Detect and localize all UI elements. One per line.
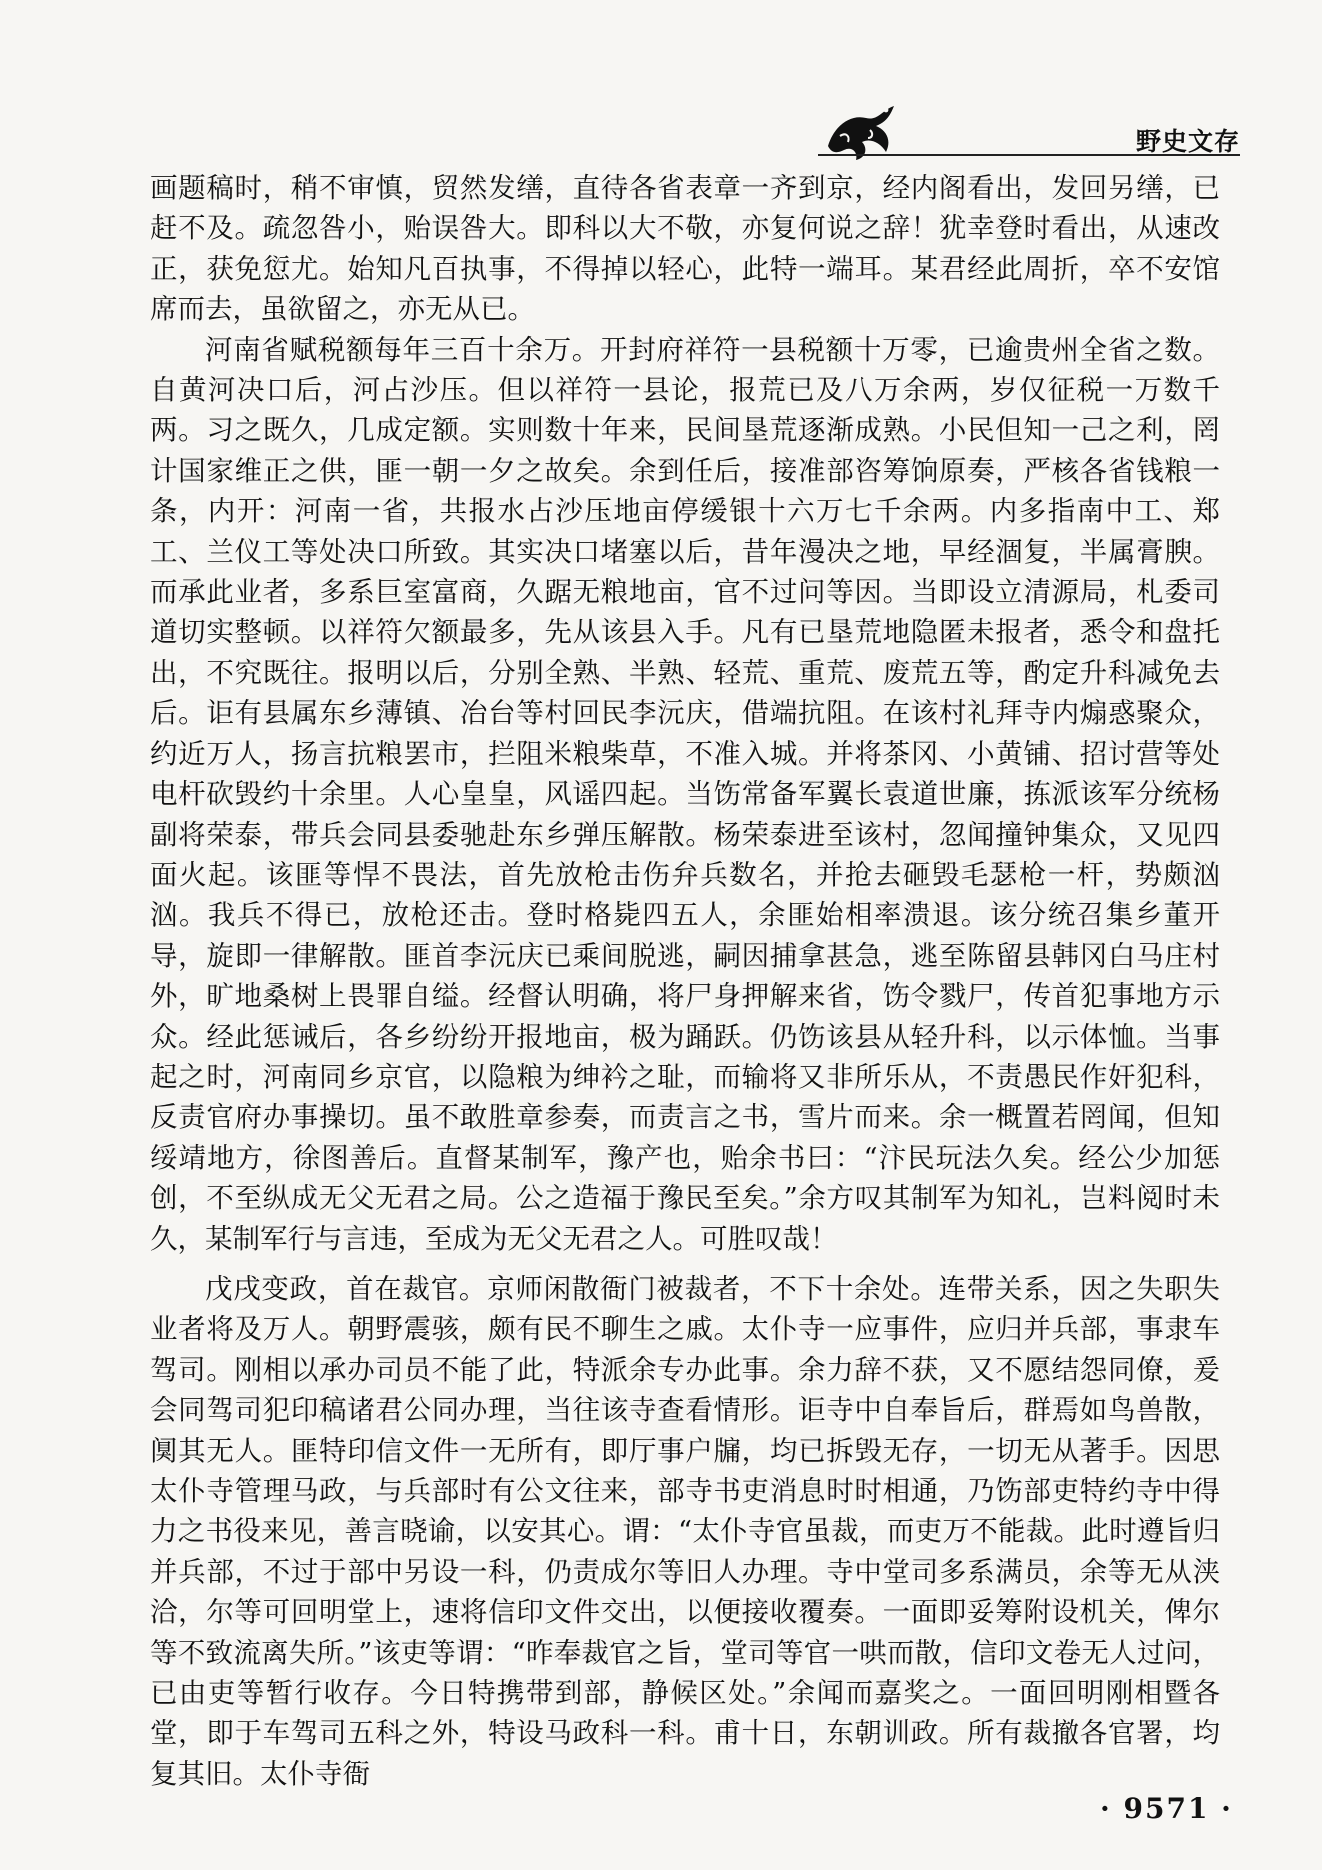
- paragraph: 画题稿时，稍不审慎，贸然发缮，直待各省表章一齐到京，经内阁看出，发回另缮，已赶不及。疏忽咎小，贻误咎大。即科以大不敬，亦复何说之辞！犹幸登时看出，从速改正，获免愆尤。始知凡百执事，不得掉以轻心，此特一端耳。某君经此周折，卒不安馆席而去，虽欲留之，亦无从已。: [150, 172, 1220, 326]
- header-rule: [818, 154, 1240, 156]
- page-number: · 9571 ·: [1100, 1792, 1233, 1825]
- article-body: [150, 168, 1220, 1794]
- paragraph: 河南省赋税额每年三百十余万。开封府祥符一县税额十万零，已逾贵州全省之数。自黄河决口后，河占沙压。但以祥符一县论，报荒已及八万余两，岁仅征税一万数千两。习之既久，几成定额。实则数十年来，民间垦荒逐渐成熟。小民但知一己之利，罔计国家维正之供，匪一朝一夕之故矣。余到任后，接准部咨筹饷原奏，严核各省钱粮一条，内开：河南一省，共报水占沙压地亩停缓银十六万七千余两。内多指南中工、郑工、兰仪工等处决口所致。其实决口堵塞以后，昔年漫决之地，早经涸复，半属膏腴。而承此业者，多系巨室富商，久踞无粮地亩，官不过问等因。当即设立清源局，札委司道切实整顿。以祥符欠额最多，先从该县入手。凡有已垦荒地隐匿未报者，悉令和盘托出，不究既往。报明以后，分别全熟、半熟、轻荒、重荒、废荒五等，酌定升科减免去后。讵有县属东乡薄镇、冶台等村回民李沅庆，借端抗阻。在该村礼拜寺内煽惑聚众，约近万人，扬言抗粮罢市，拦阻米粮柴草，不准入城。并将茶冈、小黄铺、招讨营等处电杆砍毁约十余里。人心皇皇，风谣四起。当饬常备军翼长袁道世廉，拣派该军分统杨副将荣泰，带兵会同县委驰赴东乡弹压解散。杨荣泰进至该村，忽闻撞钟集众，又见四面火起。该匪等悍不畏法，首先放枪击伤弁兵数名，并抢去砸毁毛瑟枪一杆，势颇汹汹。我兵不得已，放枪还击。登时格毙四五人，余匪始相率溃退。该分统召集乡董开导，旋即一律解散。匪首李沅庆已乘间脱逃，嗣因捕拿甚急，逃至陈留县韩冈白马庄村外，旷地桑树上畏罪自缢。经督认明确，将尸身押解来省，饬令戮尸，传首犯事地方示众。经此惩诫后，各乡纷纷开报地亩，极为踊跃。仍饬该县从轻升科，以示体恤。当事起之时，河南同乡京官，以隐粮为绅衿之耻，而输将又非所乐从，不责愚民作奸犯科，反责官府办事操切。虽不敢胜章参奏，而责言之书，雪片而来。余一概置若罔闻，但知绥靖地方，徐图善后。直督某制军，豫产也，贻余书曰：“汴民玩法久矣。经公少加惩创，不至纵成无父无君之局。公之造福于豫民至矣。”余方叹其制军为知礼，岂料阅时未久，某制军行与言违，至成为无父无君之人。可胜叹哉！: [150, 333, 1220, 1255]
- paragraph: 戊戌变政，首在裁官。京师闲散衙门被裁者，不下十余处。连带关系，因之失职失业者将及万人。朝野震骇，颇有民不聊生之戚。太仆寺一应事件，应归并兵部，事隶车驾司。刚相以承办司员不能了此，特派余专办此事。余力辞不获，又不愿结怨同僚，爰会同驾司犯印稿诸君公同办理，当往该寺查看情形。讵寺中自奉旨后，群焉如鸟兽散，阒其无人。匪特印信文件一无所有，即厅事户牖，均已拆毁无存，一切无从著手。因思太仆寺管理马政，与兵部时有公文往来，部寺书吏消息时时相通，乃饬部吏特约寺中得力之书役来见，善言晓谕，以安其心。谓：“太仆寺官虽裁，而吏万不能裁。此时遵旨归并兵部，不过于部中另设一科，仍责成尔等旧人办理。寺中堂司多系满员，余等无从浃洽，尔等可回明堂上，速将信印文件交出，以便接收覆奏。一面即妥筹附设机关，俾尔等不致流离失所。”该吏等谓：“昨奉裁官之旨，堂司等官一哄而散，信印文卷无人过问，已由吏等暂行收存。今日特携带到部，静候区处。”余闻而嘉奖之。一面回明刚相暨各堂，即于车驾司五科之外，特设马政科一科。甫十日，东朝训政。所有裁撤各官署，均复其旧。太仆寺衙: [150, 1272, 1220, 1790]
- section-title: 野史文存: [1135, 127, 1240, 156]
